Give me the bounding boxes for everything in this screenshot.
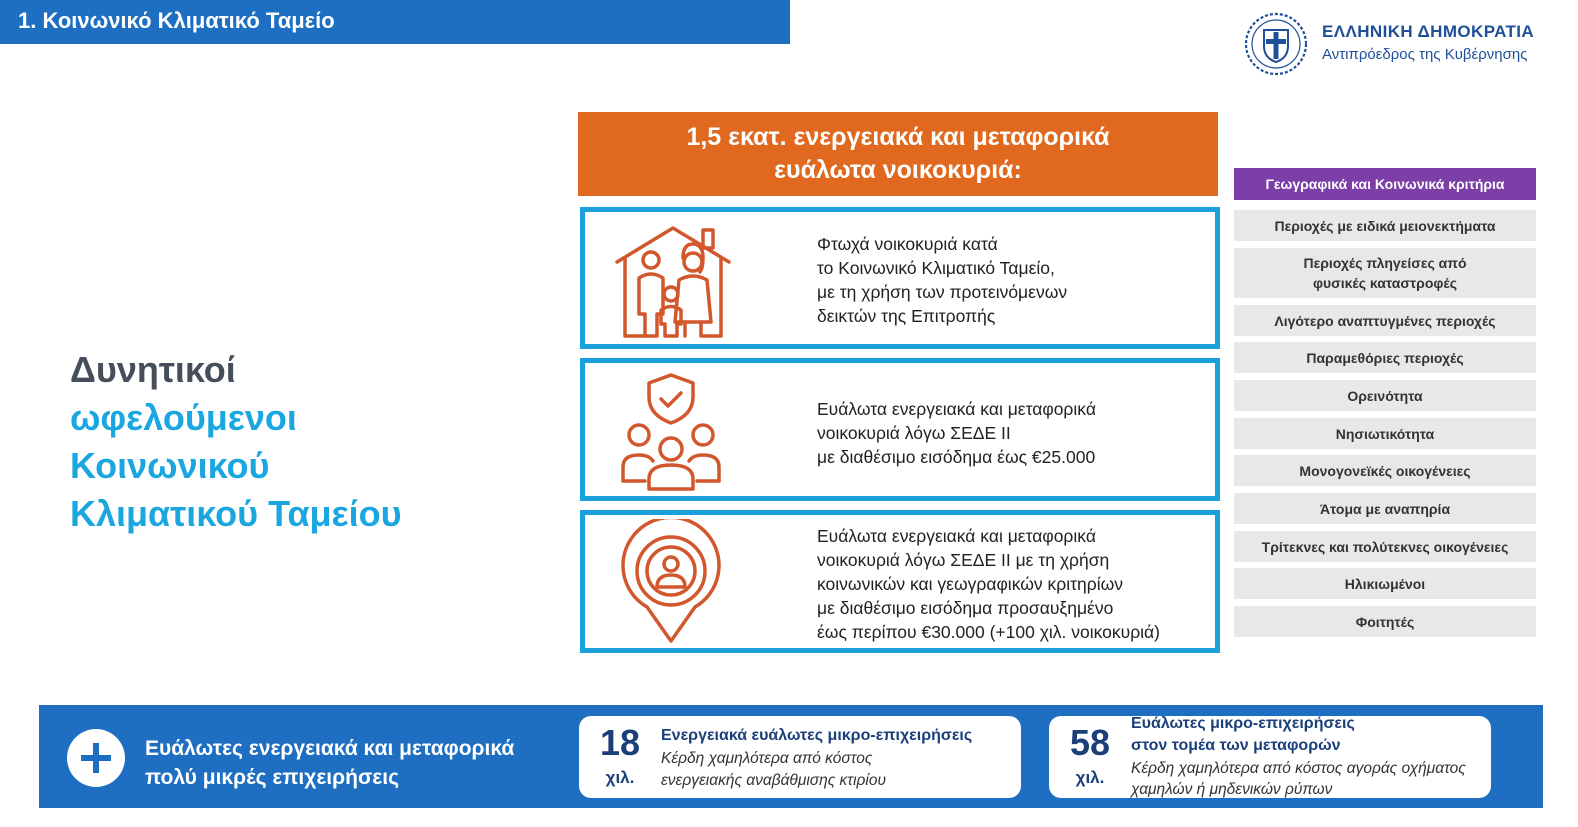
banner-line-2: ευάλωτα νοικοκυριά: bbox=[774, 156, 1022, 184]
stat-unit: χιλ. bbox=[605, 768, 635, 787]
criteria-item bbox=[1234, 342, 1536, 373]
micro-enterprises-label bbox=[145, 734, 514, 792]
card-1-text bbox=[817, 232, 1067, 328]
government-name: ΕΛΛΗΝΙΚΗ ΔΗΜΟΚΡΑΤΙΑ bbox=[1322, 22, 1535, 41]
stat-title: Ενεργειακά ευάλωτες μικρο-επιχειρήσεις bbox=[661, 727, 973, 744]
card-3-line: κοινωνικών και γεωγραφικών κριτηρίων bbox=[817, 574, 1124, 594]
criteria-item bbox=[1234, 606, 1536, 637]
family-house-icon bbox=[611, 218, 735, 342]
criteria-item-label: Λιγότερο αναπτυγμένες περιοχές bbox=[1274, 312, 1496, 329]
card-2-line: με διαθέσιμο εισόδημα έως €25.000 bbox=[817, 447, 1096, 467]
section-title: 1. Κοινωνικό Κλιματικό Ταμείο bbox=[18, 8, 335, 33]
banner-line-1: 1,5 εκατ. ενεργειακά και μεταφορικά bbox=[686, 123, 1110, 151]
criteria-item-label: Μονογονεϊκές οικογένειες bbox=[1299, 462, 1471, 479]
micro-enterprises-label-line: Ευάλωτες ενεργειακά και μεταφορικά bbox=[145, 737, 515, 760]
card-3-line: με διαθέσιμο εισόδημα προσαυξημένο bbox=[817, 598, 1114, 618]
card-1-line: δεικτών της Επιτροπής bbox=[817, 306, 996, 326]
criteria-item bbox=[1234, 248, 1536, 298]
stat-title: Ευάλωτες μικρο-επιχειρήσεις bbox=[1131, 715, 1355, 732]
beneficiary-card-poor-households bbox=[580, 207, 1220, 349]
heading-line-4: Κλιματικού Ταμείου bbox=[70, 493, 402, 534]
card-1-line: Φτωχά νοικοκυριά κατά bbox=[817, 234, 998, 254]
criteria-item-label: Τρίτεκνες και πολύτεκνες οικογένειες bbox=[1261, 538, 1509, 555]
criteria-item-label: φυσικές καταστροφές bbox=[1313, 275, 1457, 291]
criteria-item bbox=[1234, 455, 1536, 486]
heading-line-1: Δυνητικοί bbox=[70, 349, 236, 390]
card-3-text bbox=[817, 524, 1160, 644]
stat-transport-vulnerable bbox=[1049, 716, 1491, 798]
heading-line-2: ωφελούμενοι bbox=[70, 397, 297, 438]
criteria-item bbox=[1234, 568, 1536, 599]
beneficiary-card-ets2-30000 bbox=[580, 510, 1220, 653]
card-3-line: νοικοκυριά λόγω ΣΕΔΕ ΙΙ με τη χρήση bbox=[817, 550, 1110, 570]
stat-number: 58 bbox=[1069, 722, 1111, 763]
plus-icon bbox=[67, 729, 125, 787]
criteria-item-label: Φοιτητές bbox=[1355, 613, 1415, 630]
protected-people-shield-icon bbox=[619, 371, 723, 493]
criteria-item-label: Ορεινότητα bbox=[1347, 387, 1423, 404]
stat-number: 18 bbox=[599, 722, 641, 763]
greek-emblem-icon bbox=[1244, 12, 1308, 76]
criteria-item bbox=[1234, 305, 1536, 336]
stat-subtitle: Κέρδη χαμηλότερα από κόστος αγοράς οχήματος bbox=[1131, 760, 1466, 777]
criteria-item-label: Νησιωτικότητα bbox=[1335, 425, 1435, 442]
criteria-item-label: Περιοχές με ειδικά μειονεκτήματα bbox=[1274, 217, 1496, 234]
card-3-line: Ευάλωτα ενεργειακά και μεταφορικά bbox=[817, 526, 1096, 546]
criteria-item-label: Παραμεθόριες περιοχές bbox=[1306, 349, 1464, 366]
criteria-header: Γεωγραφικά και Κοινωνικά κριτήρια bbox=[1234, 168, 1536, 200]
card-2-text bbox=[817, 397, 1096, 469]
criteria-item bbox=[1234, 493, 1536, 524]
government-office: Αντιπρόεδρος της Κυβέρνησης bbox=[1322, 46, 1528, 63]
stat-title: στον τομέα των μεταφορών bbox=[1131, 737, 1341, 754]
card-2-line: νοικοκυριά λόγω ΣΕΔΕ ΙΙ bbox=[817, 423, 1011, 443]
stat-subtitle: Κέρδη χαμηλότερα από κόστος bbox=[661, 750, 873, 767]
heading-line-3: Κοινωνικού bbox=[70, 445, 270, 486]
stat-unit: χιλ. bbox=[1075, 768, 1105, 787]
criteria-item bbox=[1234, 210, 1536, 241]
criteria-item bbox=[1234, 418, 1536, 449]
criteria-item-label: Ηλικιωμένοι bbox=[1344, 575, 1426, 592]
criteria-item-label: Περιοχές πληγείσες από bbox=[1303, 255, 1467, 271]
stat-energy-vulnerable bbox=[579, 716, 1021, 798]
government-logo bbox=[1244, 12, 1564, 76]
location-person-pin-icon bbox=[619, 519, 723, 647]
beneficiary-card-ets2-25000 bbox=[580, 358, 1220, 501]
criteria-item bbox=[1234, 380, 1536, 411]
card-1-line: το Κοινωνικό Κλιματικό Ταμείο, bbox=[817, 258, 1055, 278]
card-2-line: Ευάλωτα ενεργειακά και μεταφορικά bbox=[817, 399, 1096, 419]
micro-enterprises-label-line: πολύ μικρές επιχειρήσεις bbox=[145, 766, 400, 789]
plus-glyph bbox=[67, 729, 125, 787]
card-3-line: έως περίπου €30.000 (+100 χιλ. νοικοκυριά) bbox=[817, 622, 1160, 642]
card-1-line: με τη χρήση των προτεινόμενων bbox=[817, 282, 1068, 302]
stat-subtitle: ενεργειακής αναβάθμισης κτιρίου bbox=[661, 772, 887, 789]
criteria-item-label: Άτομα με αναπηρία bbox=[1319, 500, 1451, 517]
section-title-bar bbox=[0, 0, 790, 44]
criteria-item bbox=[1234, 531, 1536, 562]
beneficiaries-heading bbox=[70, 346, 402, 538]
stat-subtitle: χαμηλών ή μηδενικών ρύπων bbox=[1131, 781, 1333, 798]
households-banner bbox=[578, 112, 1218, 196]
